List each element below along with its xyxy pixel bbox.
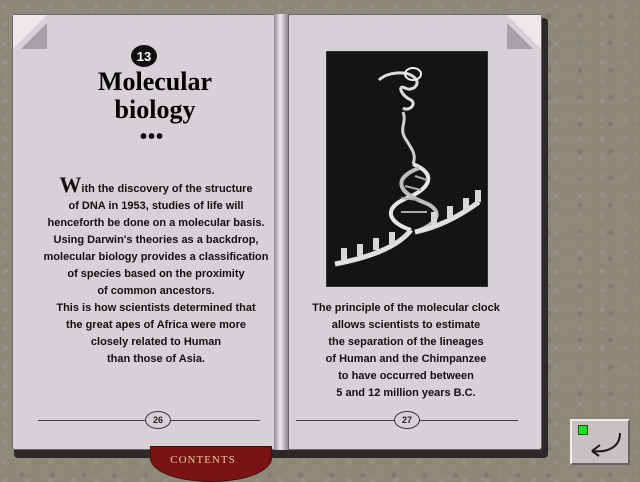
caption-line: The principle of the molecular clock	[312, 302, 500, 314]
body-line: molecular biology provides a classification	[43, 251, 269, 263]
body-line: Using Darwin's theories as a backdrop,	[53, 234, 259, 246]
back-button[interactable]	[570, 419, 630, 465]
page-number-right: 27	[394, 411, 420, 429]
body-line: of species based on the proximity	[67, 268, 245, 280]
caption-line: the separation of the lineages	[328, 336, 484, 348]
dna-helix-image	[326, 51, 488, 287]
page-corner-fold-icon	[507, 23, 533, 49]
caption-line: allows scientists to estimate	[331, 319, 481, 331]
body-line: of DNA in 1953, studies of life will	[68, 200, 244, 212]
body-line: of common ancestors.	[97, 285, 215, 297]
body-line: than those of Asia.	[107, 353, 205, 365]
page-number-left: 26	[145, 411, 171, 429]
caption-line: 5 and 12 million years B.C.	[336, 387, 476, 399]
book-spine	[274, 14, 288, 450]
chapter-number-badge: 13	[131, 45, 157, 67]
image-caption	[296, 300, 516, 402]
dna-helix-illustration	[327, 52, 487, 286]
body-text	[36, 172, 276, 368]
caption-line: of Human and the Chimpanzee	[325, 353, 487, 365]
body-line: closely related to Human	[90, 336, 222, 348]
contents-tab-label[interactable]: CONTENTS	[170, 454, 236, 466]
curved-arrow-back-icon	[580, 429, 624, 459]
body-line: With the discovery of the structure	[59, 172, 253, 197]
caption-line: to have occurred between	[338, 370, 474, 382]
drop-cap: W	[59, 172, 82, 197]
body-line: henceforth be done on a molecular basis.	[47, 217, 265, 229]
title-ornament-dots: •••	[140, 126, 165, 148]
page-title: Molecular biology	[97, 67, 213, 124]
page-corner-fold-icon	[21, 23, 47, 49]
body-line: This is how scientists determined that	[56, 302, 256, 314]
body-line: the great apes of Africa were more	[66, 319, 246, 331]
